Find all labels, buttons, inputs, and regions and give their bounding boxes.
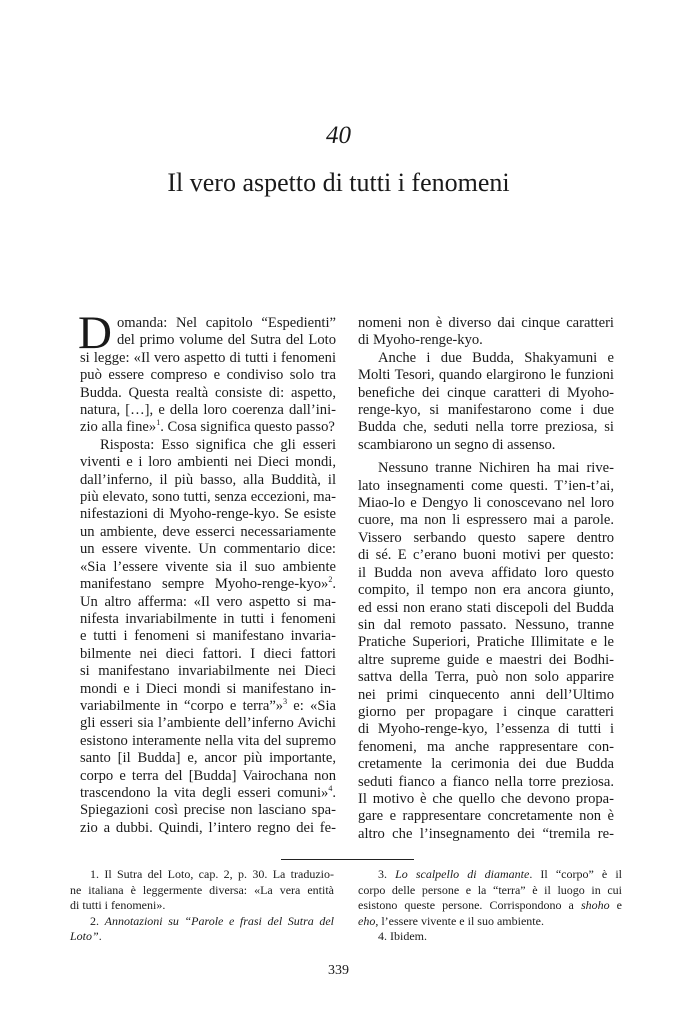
text-segment: Budda. Questa realtà consiste di: aspetto, (80, 384, 336, 401)
text-segment: corpo delle persone e la “terra” è il luogo in cui (358, 882, 622, 897)
text-line (358, 739, 614, 756)
text-line (70, 867, 334, 883)
text-segment: nifesta invariabilmente in tutti i fenomeni (80, 610, 336, 627)
text-segment: natura, […], e della loro coerenza dall’ini- (80, 402, 336, 419)
text-segment: . Il “corpo” è il (529, 867, 622, 881)
footnote-ref: 3 (283, 696, 288, 706)
text-line (358, 883, 622, 899)
text-line (70, 883, 334, 899)
text-line (80, 820, 336, 837)
text-line (80, 367, 336, 384)
text-line (70, 929, 334, 945)
text-segment: zio alla fine» (80, 419, 157, 436)
text-line (80, 733, 336, 750)
text-segment: Molti Tesori, quando elargirono le funzioni (358, 367, 614, 384)
text-line (80, 454, 336, 471)
text-segment: il Budda non aveva affidato loro questo (358, 564, 614, 581)
text-segment: Spiegazioni così precise non lasciano spa- (80, 802, 336, 819)
text-line (358, 898, 622, 914)
text-line (80, 402, 336, 419)
text-line (358, 315, 614, 332)
footnotes-left (70, 867, 334, 945)
text-segment: Vissero serbando questo sapere dentro (358, 529, 614, 546)
footnote-divider (281, 859, 414, 860)
text-segment: eho (358, 913, 376, 928)
text-segment: ed essi non erano stati discepoli del Budda (358, 599, 614, 616)
text-line (80, 315, 336, 332)
footnote-ref: 4 (328, 783, 333, 793)
text-line (70, 898, 334, 914)
text-segment: Loto” (70, 929, 99, 943)
text-segment: può essere compreso e condiviso solo tra (80, 367, 336, 384)
text-segment: Pratiche Superiori, Pratiche Illimitate e le (358, 634, 614, 651)
text-line (358, 460, 614, 477)
text-line (358, 687, 614, 704)
text-line (358, 704, 614, 721)
text-line (358, 385, 614, 402)
text-line (80, 681, 336, 698)
text-segment: corpo e terra del [Budda] Vairochana non (80, 767, 336, 784)
text-segment: nei primi cinquecento anni dell’Ultimo (358, 686, 614, 703)
text-segment: e (609, 898, 622, 912)
text-segment: Nessuno tranne Nichiren ha mai rive- (378, 460, 614, 477)
text-segment: cuore, ma non li espressero mai a parole. (358, 512, 614, 529)
right-text-column (358, 315, 614, 843)
text-line (358, 774, 614, 791)
text-segment: variabilmente in “corpo e terra”» (80, 697, 284, 714)
text-segment: nomeni non è diverso dai cinque caratteri (358, 315, 614, 331)
text-line (80, 611, 336, 628)
chapter-title: Il vero aspetto di tutti i fenomeni (167, 168, 510, 197)
text-segment: santo [il Budda] e, ancor più importante, (80, 750, 336, 767)
text-segment: mondi e i Dieci mondi si manifestano in- (80, 680, 336, 697)
text-line (358, 791, 614, 808)
text-line (80, 524, 336, 541)
left-text-column (78, 307, 336, 837)
text-line (80, 628, 336, 645)
text-segment: Risposta: Esso significa che gli esseri (100, 436, 336, 453)
text-line (80, 663, 336, 680)
text-line (358, 437, 614, 454)
text-segment: di tutti i fenomeni». (70, 898, 166, 912)
text-segment: Annotazioni su “Parole e frasi del Sutra del (104, 913, 335, 928)
text-line (70, 914, 334, 930)
text-line (358, 582, 614, 599)
text-line (358, 617, 614, 634)
text-line (80, 768, 336, 785)
text-segment: cretamente la cerimonia dei due Budda (358, 756, 614, 773)
text-segment: «Sia l’essere vivente sia il suo ambiente (80, 558, 336, 575)
text-line (358, 600, 614, 617)
text-segment: si legge: «Il vero aspetto di tutti i fenomeni (80, 349, 336, 366)
text-line (358, 512, 614, 529)
text-segment: renge-kyo, si manifestarono come i due (358, 402, 614, 419)
text-segment: ne italiana è leggermente diversa: «La vera entità (70, 882, 334, 897)
text-line (358, 826, 614, 843)
text-segment: omanda: Nel capitolo “Espedienti” (117, 315, 336, 331)
text-segment: Lo scalpello di diamante (395, 867, 530, 881)
text-segment: esistono queste persone. Corrispondono a (358, 898, 581, 912)
text-line (80, 437, 336, 454)
text-segment: giorno per propagare i cinque caratteri (358, 703, 614, 720)
text-line (358, 634, 614, 651)
text-line (80, 715, 336, 732)
text-segment: manifestano sempre Myoho-renge-kyo» (80, 576, 329, 593)
text-segment: un ambiente, deve esserci necessariamente (80, 523, 336, 540)
text-segment: Il motivo è che quello che devono propa- (358, 790, 614, 807)
text-line (358, 332, 614, 349)
text-segment: di sé. E c’erano buoni motivi per questo: (358, 547, 614, 564)
text-segment: compito, il tempo non era ancora giunto, (358, 582, 614, 599)
text-line (358, 367, 614, 384)
text-line (358, 478, 614, 495)
text-segment: . (98, 929, 102, 943)
text-segment: Miao-lo e Dengyo li conoscevano nel loro (358, 495, 614, 512)
text-line (358, 547, 614, 564)
text-line (358, 914, 622, 930)
text-segment: benefiche dei cinque caratteri di Myoho- (358, 384, 614, 401)
text-line (80, 541, 336, 558)
text-line (80, 472, 336, 489)
footnote-ref: 1 (156, 418, 161, 428)
text-line (358, 565, 614, 582)
text-line (80, 419, 336, 436)
text-segment: seduti fianco a fianco nella torre preziosa. (358, 773, 614, 790)
footnote-ref: 2 (328, 575, 333, 585)
text-segment: Un altro afferma: «Il vero aspetto si ma- (80, 593, 336, 610)
text-segment: . (332, 576, 336, 593)
text-segment: 1. Il Sutra del Loto, cap. 2, p. 30. La traduzio- (90, 867, 334, 881)
text-line (358, 929, 622, 945)
text-segment: più elevato, sono tutti, senza eccezioni, ma- (80, 489, 336, 506)
text-segment: 3. (378, 867, 396, 881)
text-line (80, 594, 336, 611)
text-segment: un essere vivente. Un commentario dice: (80, 541, 336, 558)
text-line (358, 867, 622, 883)
text-segment: e tutti i fenomeni si manifestano invaria- (80, 628, 336, 645)
text-line (358, 530, 614, 547)
text-segment: di Myoho-renge-kyo. (358, 332, 483, 349)
text-line (358, 721, 614, 738)
text-line (80, 332, 336, 349)
text-segment: altro che l’insegnamento dei “tremila re- (358, 825, 614, 842)
text-segment: lato insegnamenti come questi. T’ien-t’ai, (358, 477, 614, 494)
text-segment: bilmente nei dieci fattori. I dieci fattori (80, 645, 336, 662)
text-line (358, 808, 614, 825)
text-segment: gli esseri sia l’ambiente dell’inferno Avichi (80, 715, 336, 732)
text-line (80, 350, 336, 367)
drop-cap: D (78, 307, 112, 359)
text-line (80, 385, 336, 402)
text-line (80, 802, 336, 819)
text-line (80, 559, 336, 576)
text-segment: . (332, 784, 336, 801)
text-segment: esistono interamente nella vita del supremo (80, 732, 336, 749)
text-line (80, 698, 336, 715)
text-segment: zio a dubbi. Quindi, l’intero regno dei fe- (80, 819, 336, 836)
text-line (80, 646, 336, 663)
footnotes-right (358, 867, 622, 945)
text-segment: . Cosa significa questo passo? (160, 419, 335, 436)
text-segment: si manifestano invariabilmente nei Dieci (80, 663, 336, 680)
text-segment: dall’inferno, il più basso, alla Buddità, il (80, 471, 336, 488)
text-segment: Anche i due Budda, Shakyamuni e (378, 349, 614, 366)
text-line (80, 576, 336, 593)
text-segment: Budda che, seduti nella torre preziosa, si (358, 419, 614, 436)
text-segment: gare e rappresentare concretamente non è (358, 808, 614, 825)
text-segment: sattva della Terra, può non solo apparire (358, 669, 614, 686)
text-segment: shoho (580, 898, 610, 912)
text-line (358, 652, 614, 669)
text-segment: fenomeni, ma anche rappresentare con- (358, 738, 614, 755)
text-line (358, 756, 614, 773)
text-segment: sin dal remoto passato. Nessuno, tranne (358, 616, 614, 633)
text-line (358, 350, 614, 367)
text-line (80, 506, 336, 523)
text-segment: di Myoho-renge-kyo, l’essenza di tutti i (358, 721, 614, 738)
text-segment: 2. (90, 913, 105, 928)
text-segment: trascendono la vita degli esseri comuni» (80, 784, 329, 801)
chapter-number: 40 (326, 122, 351, 149)
text-segment: e: «Sia (287, 697, 336, 714)
text-segment: , l’essere vivente e il suo ambiente. (375, 913, 544, 928)
text-segment: scambiarono un segno di assenso. (358, 436, 556, 453)
text-segment: nifestazioni di Myoho-renge-kyo. Se esiste (80, 506, 336, 523)
page-number: 339 (328, 963, 349, 978)
text-segment: altre supreme guide e maestri dei Bodhi- (358, 651, 614, 668)
text-line (358, 669, 614, 686)
text-line (358, 402, 614, 419)
text-line (358, 495, 614, 512)
text-segment: del primo volume del Sutra del Loto (117, 332, 336, 349)
text-segment: 4. Ibidem. (378, 929, 427, 943)
text-line (80, 750, 336, 767)
text-segment: viventi e i loro ambienti nei Dieci mondi, (80, 454, 336, 471)
text-line (80, 785, 336, 802)
text-line (358, 419, 614, 436)
text-line (80, 489, 336, 506)
